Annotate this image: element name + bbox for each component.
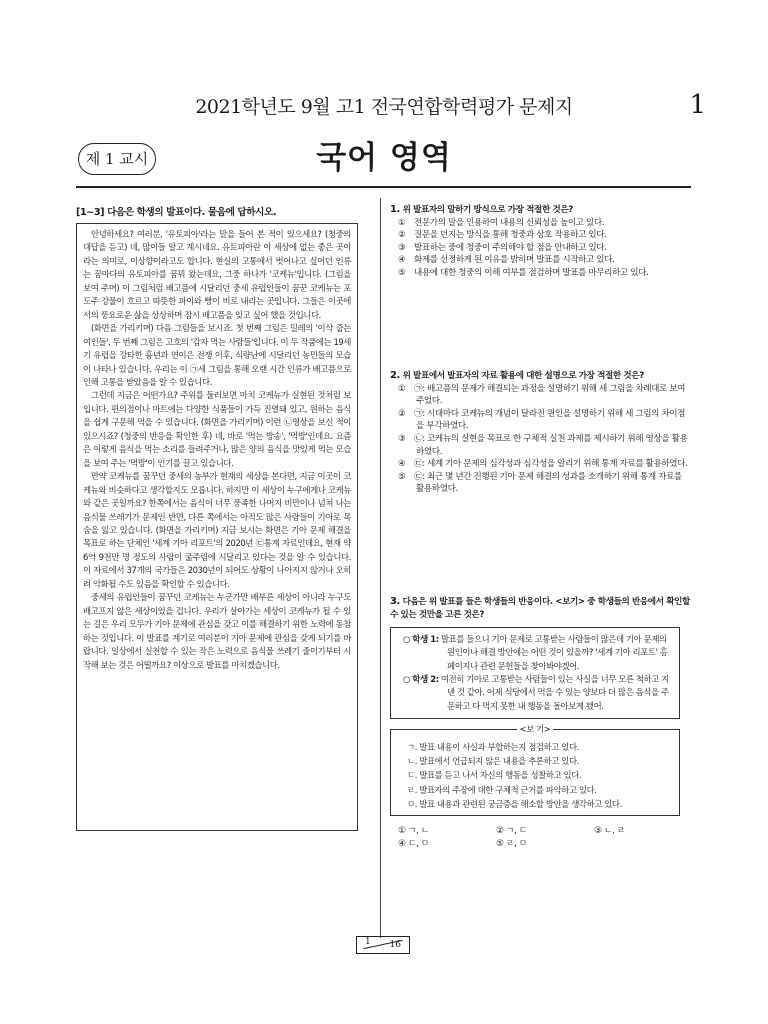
passage-box xyxy=(76,223,358,831)
option-text: ㉢: 세계 기아 문제의 심각성과 심각성을 알리기 위해 통계 자료를 활용하였다. xyxy=(414,459,688,470)
question-number: 3. xyxy=(390,596,400,607)
answer-option[interactable] xyxy=(390,254,692,267)
passage-paragraph: 중세의 유럽인들이 꿈꾸던 코케뉴는 누군가만 배부른 세상이 아니라 누구도 배고프지 않은 세상이었을 겁니다. 우리가 살아가는 세상이 코케뉴가 될 수 있는 길은 우리 모두가 기아 문제에 관심을 갖고 이를 해결하기 위한 노력에 동참하는 것입니다. 이 발표를 계기로 여러분이 기아 문제에 관심을 갖게 되기를 바랍니다. 일상에서 실천할 수 있는 작은 노력으로 음식물 쓰레기 줄이기부터 시작해 보는 것은 어떨까요? 이상으로 발표를 마치겠습니다. xyxy=(83,592,351,670)
option-text: 화제를 선정하게 된 이유를 밝히며 발표를 시작하고 있다. xyxy=(414,255,615,266)
bogi-item: ㄹ. 발표자의 주장에 대한 구체적 근거를 파악하고 있다. xyxy=(407,784,597,795)
option-marker: ② xyxy=(398,230,406,241)
option-marker: ⑤ xyxy=(398,471,406,482)
question-3 xyxy=(390,596,692,851)
total-pages: 16 xyxy=(389,940,401,950)
option-text: ㉠: 시대마다 코케뉴의 개념이 달라진 원인을 설명하기 위해 세 그림의 차이점을 부각하였다. xyxy=(414,408,686,432)
answer-option[interactable] xyxy=(390,217,692,230)
header-rule xyxy=(76,186,691,188)
page-counter xyxy=(356,936,410,954)
passage-paragraph: 안녕하세요? 여러분, '유토피아'라는 말을 들어 본 적이 있으세요? (청중의 대답을 듣고) 네, 많이들 알고 계시네요. 유토피아란 이 세상에 없는 좋은 곳이라는 의미로, 이상향이라고도 합니다. 현실의 고통에서 벗어나고 싶어던 인류는 꿈마다의 유토피아를 꿈꿔 왔는데요, 그중 하나가 '코케뉴'입니다. (그림을 보여 주며) 이 그림처럼 배고픔에 시달리던 중세 유럽인들이 꿈꾼 코케뉴는 포도주 강물이 흐르고 따뜻한 파이와 빵이 비로 내리는 곳입니다. 그들은 이곳에서의 풍요로운 삶을 상상하며 잠시 배고픔을 잊고 싶어 했을 것입니다. xyxy=(83,229,351,320)
question-stem xyxy=(390,370,692,383)
bogi-item: ㄷ. 발표를 듣고 나서 자신의 행동을 성찰하고 있다. xyxy=(407,770,582,781)
answer-option[interactable] xyxy=(390,408,692,433)
option-marker: ⑤ xyxy=(398,267,406,278)
passage-instruction: [1~3] 다음은 학생의 발표이다. 물음에 답하시오. xyxy=(76,207,277,218)
option-text: 질문을 던지는 방식을 통해 청중과 상호 작용하고 있다. xyxy=(414,230,607,241)
student-label: ○ 학생 2: xyxy=(403,674,439,685)
option-text: ㉢: 최근 몇 년간 진행된 기아 문제 해결의 성과를 소개하기 위해 통계 자료를 활용하였다. xyxy=(414,471,682,495)
answer-option[interactable] xyxy=(390,383,692,408)
student-response xyxy=(397,673,673,713)
option-text: 내용에 대한 청중의 이해 여부를 점검하며 발표를 마무리하고 있다. xyxy=(414,267,649,278)
option-marker: ③ xyxy=(398,242,406,253)
student-label: ○ 학생 1: xyxy=(403,634,439,645)
answer-option[interactable] xyxy=(390,433,692,458)
question-text: 다음은 위 발표를 들은 학생들의 반응이다. <보기> 중 학생들의 반응에서 확인할 수 있는 것만을 고른 것은? xyxy=(390,597,690,620)
answer-choice[interactable]: ④ ㄷ, ㅁ xyxy=(398,838,429,849)
question-text: 위 발표자의 말하기 방식으로 가장 적절한 것은? xyxy=(402,205,573,215)
student-response-text: 발표를 들으니 기아 문제로 고통받는 사람들이 많은데 기아 문제의 원인이나 해결 방안에는 어떤 것이 있을까? '세계 기아 리포트' 홈페이지나 관련 문헌들을 찾아봐야겠어. xyxy=(440,634,668,671)
option-marker: ① xyxy=(398,217,406,228)
option-marker: ② xyxy=(398,408,406,419)
answer-choices xyxy=(390,825,692,851)
question-1 xyxy=(390,204,692,280)
bogi-title: <보 기> xyxy=(517,724,554,734)
question-number: 1. xyxy=(390,204,400,215)
answer-option[interactable] xyxy=(390,267,692,280)
student-response xyxy=(397,633,673,673)
answer-option[interactable] xyxy=(390,471,692,496)
current-page: 1 xyxy=(365,937,371,947)
question-number: 2. xyxy=(390,370,400,381)
bogi-box xyxy=(390,723,680,816)
answer-choice[interactable]: ③ ㄴ, ㄹ xyxy=(594,825,625,836)
option-marker: ③ xyxy=(398,433,406,444)
answer-option[interactable] xyxy=(390,458,692,471)
question-2 xyxy=(390,370,692,496)
bogi-item: ㄱ. 발표 내용이 사실과 부합하는지 점검하고 있다. xyxy=(407,741,579,752)
question-stem xyxy=(390,596,692,621)
passage-paragraph: 그런데 지금은 어떤가요? 주위를 둘러보면 마치 코케뉴가 실현된 것처럼 보입니다. 편의점이나 마트에는 다양한 식품들이 가득 진열돼 있고, 원하는 음식을 쉽게 구문해 먹을 수 있습니다. (화면을 가리키며) 이런 ㉡영상을 보신 적이 있으시죠? (청중의 반응을 확인한 후) 네, 바로 '먹는 방송', '먹방'인데요. 요즘은 이렇게 음식을 먹는 소리를 들려주거나, 많은 양의 음식을 맛있게 먹는 모습을 보여 주는 '먹방'이 인기를 끌고 있습니다. xyxy=(83,390,351,468)
bogi-item: ㅁ. 발표 내용과 관련된 궁금증을 해소할 방안을 생각하고 있다. xyxy=(407,798,622,809)
column-divider xyxy=(380,198,381,938)
option-text: ㉠: 배고픔의 문제가 해결되는 과정을 설명하기 위해 세 그림을 차례대로 보여 주었다. xyxy=(414,383,686,407)
answer-choice[interactable]: ⑤ ㄹ, ㅁ xyxy=(496,838,527,849)
answer-option[interactable] xyxy=(390,229,692,242)
passage-paragraph: 만약 코케뉴를 꿈꾸던 중세의 농부가 현재의 세상을 본다면, 지금 이곳이 코케뉴와 비슷하다고 생각할지도 모릅니다. 하지만 이 세상이 누구에게나 코케뉴와 같은 곳일까요? 한쪽에서는 음식이 너무 풍족한 나머지 비만이나 넘쳐 나는 음식물 쓰레기가 문제인 반면, 다른 쪽에서는 아직도 많은 사람들이 기아로 목숨을 잃고 있습니다. (화면을 가리키며) 지금 보시는 화면은 기아 문제 해결을 목표로 하는 단체인 '세계 기아 리포트'의 2020년 ㉢통계 자료인데요, 현재 약 6억 9천만 명 정도의 사람이 굶주림에 시달리고 있다는 것을 알 수 있습니다. 이 자료에서 37개의 국가들은 2030년이 되어도 상황이 나아지지 않거나 오히려 악화될 수도 있음을 확인할 수 있습니다. xyxy=(83,471,351,589)
option-text: 전문가의 말을 인용하여 내용의 신뢰성을 높이고 있다. xyxy=(414,217,605,228)
option-text: ㉡: 코케뉴의 실현을 목표로 한 구체적 실천 과제를 제시하기 위해 영상을 활용하였다. xyxy=(414,433,688,457)
option-text: 발표하는 중에 청중이 주의해야 할 점을 안내하고 있다. xyxy=(414,242,607,253)
bogi-item: ㄴ. 발표에서 언급되지 않은 내용을 추론하고 있다. xyxy=(407,756,579,767)
exam-title: 2021학년도 9월 고1 전국연합학력평가 문제지 xyxy=(195,96,573,118)
passage-paragraph: (화면을 가리키며) 다음 그림들을 보시죠. 첫 번째 그림은 밀레의 '이삭 줍는 여인들', 두 번째 그림은 고흐의 '감자 먹는 사람들'입니다. 이 두 작품에는 19세기 유럽을 강타한 흉년과 연이은 전쟁 이후, 식량난에 시달리던 농민들의 모습이 나타나 있습니다. 우리는 이 ㉠세 그림을 통해 오랜 시간 인류가 배고픔으로 인해 고통을 받았음을 알 수 있습니다. xyxy=(83,323,351,387)
left-column xyxy=(76,204,372,831)
option-marker: ④ xyxy=(398,255,406,266)
question-text: 위 발표에서 발표자의 자료 활용에 대한 설명으로 가장 적절한 것은? xyxy=(402,371,644,381)
option-marker: ④ xyxy=(398,459,406,470)
session-badge: 제 1 교시 xyxy=(78,143,156,175)
answer-choice[interactable]: ② ㄱ, ㄷ xyxy=(496,825,527,836)
student-responses-box xyxy=(390,627,680,719)
answer-choice[interactable]: ① ㄱ, ㄴ xyxy=(398,825,429,836)
subject-title: 국어 영역 xyxy=(316,140,452,176)
option-marker: ① xyxy=(398,383,406,394)
answer-option[interactable] xyxy=(390,242,692,255)
question-stem xyxy=(390,204,692,217)
page-number: 1 xyxy=(689,90,706,120)
student-response-text: 여전히 기아로 고통받는 사람들이 있는 사실을 너무 모른 척하고 지낸 것 같아. 어제 식당에서 먹을 수 있는 양보다 더 많은 음식을 주문하고 다 먹지 못한 내 행동을 돌아보게 됐어. xyxy=(440,674,669,711)
